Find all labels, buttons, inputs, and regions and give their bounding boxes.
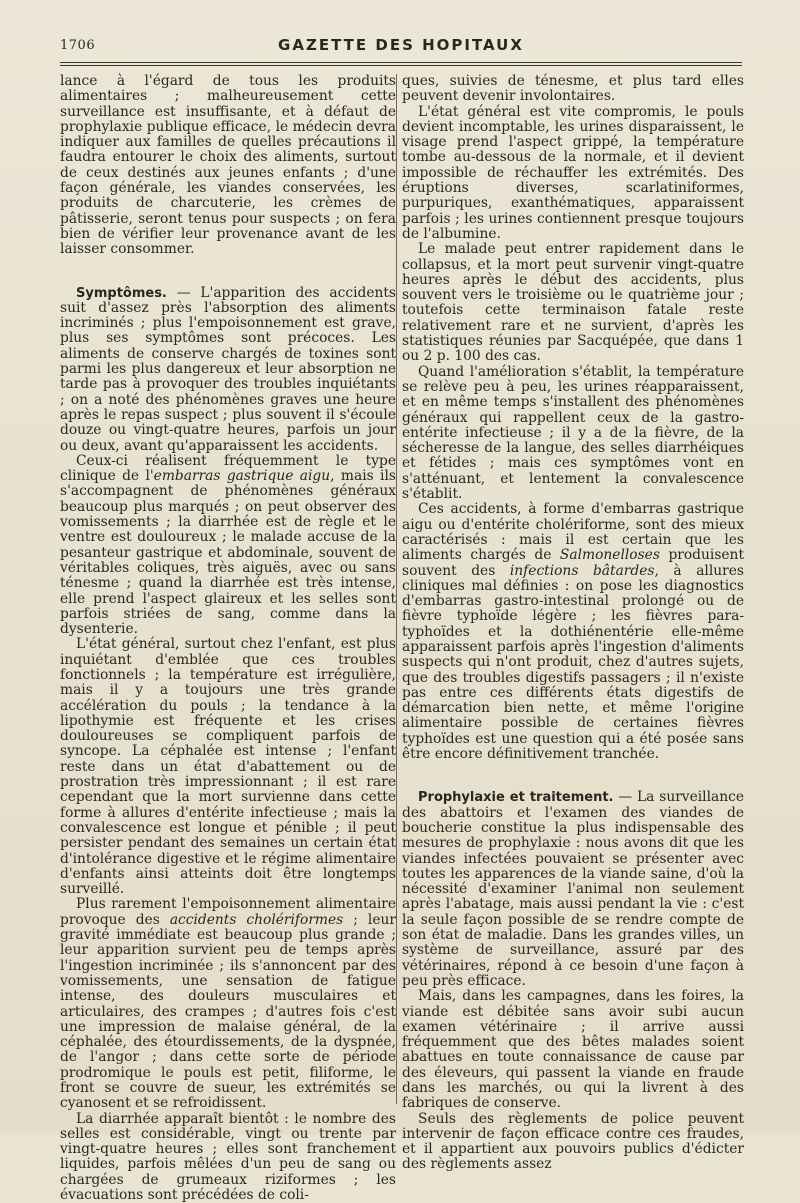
text-run: Ceux-ci réalisent fréquemment le type clinique de l'	[60, 452, 396, 485]
paragraph: L'état général, surtout chez l'enfant, est plus inquiétant d'emblée que ces troubles fonctionnels ; la température est irrégulière, mais il y a toujours une très grande accélération du pouls ; la tendance à la lipothymie est fréquente et les crises douloureuses se compliquent parfois de syncope. La céphalée est intense ; l'enfant reste dans un état d'abattement ou de prostration très impressionnant ; il est rare cependant que la mort survienne dans cette forme à allures d'entérite infectieuse ; mais la convalescence est longue et pénible ; il peut persister pendant des semaines un certain état d'intolérance digestive et le régime alimentaire d'enfants ainsi atteints doit être longtemps surveillé.	[60, 636, 396, 898]
section-text: — La surveillance des abattoirs et l'examen des viandes de boucherie constitue la plus indispensable des mesures de prophylaxie : nous avons dit que les viandes infectées pouvaient se présenter avec toutes les apparences de la viande saine, d'où la nécessité d'examiner l'animal non seulement après l'abatage, mais aussi pendant la vie : c'est la seule façon possible de se rendre compte de son état de maladie. Dans les grandes villes, un système de surveillance, assuré par des vétérinaires, répond à ce besoin d'une façon à peu près efficace.	[402, 789, 745, 989]
paragraph	[402, 502, 744, 762]
header-rule	[60, 62, 742, 66]
text-run: Ces accidents, à forme d'embarras gastrique aigu ou d'entérite cholériforme, sont des mieux caractérisés : mais il est certain que les aliments chargés de	[402, 501, 744, 564]
text-run: produisent souvent des	[402, 547, 744, 579]
section-symptomes	[60, 286, 396, 454]
column-divider	[396, 74, 397, 1104]
paragraph: lance à l'égard de tous les produits alimentaires ; malheureusement cette surveillance est insuffisante, et à défaut de prophylaxie publique efficace, le médecin devra indiquer aux familles de quelles précautions il faudra entourer le choix des aliments, surtout de ceux destinés aux jeunes enfants ; d'une façon générale, les viandes conservées, les produits de charcuterie, les crèmes de pâtisserie, seront tenus pour suspects ; on fera bien de vérifier leur provenance avant de les laisser consommer.	[60, 73, 396, 258]
section-title: Symptômes.	[76, 285, 167, 301]
left-column	[60, 74, 396, 1203]
paragraph: Le malade peut entrer rapidement dans le collapsus, et la mort peut survenir vingt-quatre heures après le début des accidents, plus souvent vers le troisième ou le quatrième jour ; toutefois cette terminaison fatale reste relativement rare et ne survient, d'après les statistiques réunies par Sacquépée, que dans 1 ou 2 p. 100 des cas.	[402, 241, 744, 365]
paragraph	[60, 454, 396, 638]
italic-term: embarras gastrique aigu	[153, 468, 331, 485]
paragraph: L'état général est vite compromis, le pouls devient incomptable, les urines disparaissent, le visage prend l'aspect grippé, la température tombe au-dessous de la normale, et il devient impossible de réchauffer les extrémités. Des éruptions diverses, scarlatiniformes, purpuriques, exanthématiques, apparaissent parfois ; les urines contiennent presque toujours de l'albumine.	[402, 103, 744, 242]
right-column	[402, 74, 744, 1173]
text-run: Plus rarement l'empoisonnement alimentaire provoque des	[60, 896, 396, 928]
section-text: — L'apparition des accidents suit d'assez près l'absorption des aliments incriminés ; plus l'empoisonnement est grave, plus ses symptômes sont précoces. Les aliments de conserve chargés de toxines sont parmi les plus dangereux et leur absorption ne tarde pas à provoquer des troubles inquiétants ; on a noté des phénomènes graves une heure après le repas suspect ; plus souvent il s'écoule douze ou vingt-quatre heures, parfois un jour ou deux, avant qu'apparaissent les accidents.	[60, 284, 396, 454]
italic-term: infections bâtardes	[509, 562, 655, 579]
paragraph: La diarrhée apparaît bientôt : le nombre des selles est considérable, vingt ou trente par vingt-quatre heures ; elles sont franchement liquides, parfois mêlées d'un peu de sang ou chargées de grumeaux riziformes ; les évacuations sont précédées de coli-	[60, 1110, 396, 1203]
italic-term: accidents cholériformes	[169, 911, 344, 928]
page-number: 1706	[60, 38, 96, 53]
paragraph: ques, suivies de ténesme, et plus tard elles peuvent devenir involontaires.	[402, 73, 744, 105]
paragraph: Mais, dans les campagnes, dans les foires, la viande est débitée sans avoir subi aucun examen vétérinaire ; il arrive aussi fréquemment que des bêtes malades soient abattues en toute connaissance de cause par des éleveurs, qui passent la viande en fraude dans les marchés, ou qui la livrent à des fabriques de conserve.	[402, 988, 744, 1112]
journal-title: GAZETTE DES HOPITAUX	[278, 36, 524, 54]
section-prophylaxie	[402, 790, 744, 989]
page-header	[60, 34, 742, 60]
section-title: Prophylaxie et traitement.	[418, 790, 614, 806]
paragraph	[60, 897, 396, 1111]
paragraph: Seuls des règlements de police peuvent intervenir de façon efficace contre ces fraudes, et il appartient aux pouvoirs publics d'édicter des règlements assez	[402, 1110, 744, 1173]
paragraph: Quand l'amélioration s'établit, la température se relève peu à peu, les urines réapparaissent, et en même temps s'installent des phénomènes généraux qui rappellent ceux de la gastro-entérite infectieuse ; il y a de la fièvre, de la sécheresse de la langue, des selles diarrhéiques et fétides ; mais ces symptômes vont en s'atténuant, et lentement la convalescence s'établit.	[402, 363, 744, 503]
text-run: ; leur gravité immédiate est beaucoup plus grande ; leur apparition survient peu de temps après l'ingestion incriminée ; ils s'annoncent par des vomissements, une sensation de fatigue intense, des douleurs musculaires et articulaires, des crampes ; d'autres fois c'est une impression de malaise général, de la céphalée, des étourdissements, de la dyspnée, de l'angor ; dans cette sorte de période prodromique le pouls est petit, filiforme, le front se couvre de sueur, les extrémités se cyanosent et se refroidissent.	[60, 911, 396, 1112]
text-run: , à allures cliniques mal définies : on pose les diagnostics d'embarras gastro-intestinal prolongé ou de fièvre typhoïde légère ; les fièvres para-typhoïdes et la dothiénentérie elle-même apparaissent parfois après l'ingestion d'aliments suspects qui n'ont produit, chez d'autres sujets, que des troubles digestifs passagers ; il n'existe pas entre ces différents états digestifs de démarcation bien nette, et même l'origine alimentaire possible de certaines fièvres typhoïdes est une question qui a été posée sans être encore définitivement tranchée.	[402, 562, 744, 763]
italic-term: Salmonelloses	[559, 547, 660, 564]
text-run: , mais ils s'accompagnent de phénomènes généraux beaucoup plus marqués ; on peut observer des vomissements ; la diarrhée est de règle et le ventre est douloureux ; le malade accuse de la pesanteur gastrique et abdominale, souvent de véritables coliques, très aiguës, avec ou sans ténesme ; quand la diarrhée est très intense, elle prend l'aspect glaireux et les selles sont parfois striées de sang, comme dans la dysenterie.	[60, 468, 396, 638]
